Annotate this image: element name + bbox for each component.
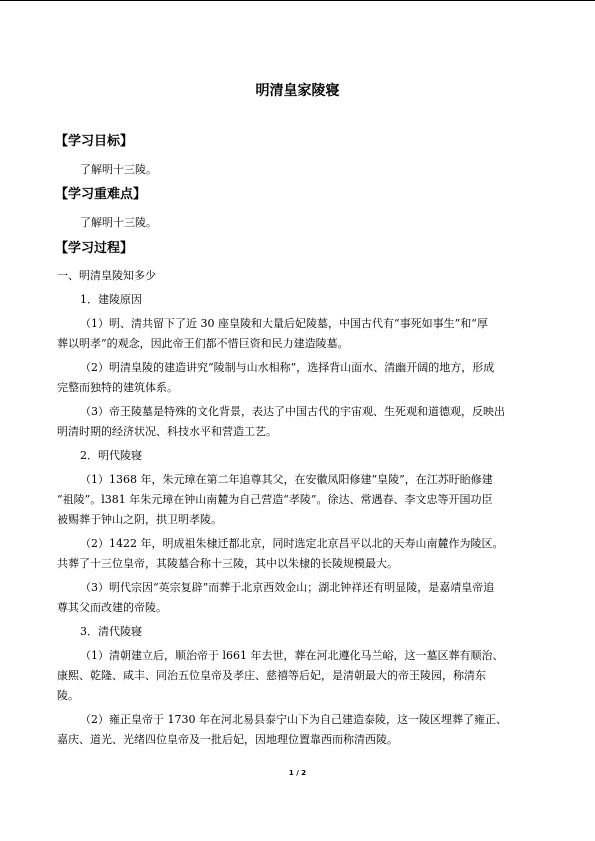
paragraph-line: 明清时期的经济状况、科技水平和营造工艺。 bbox=[57, 425, 277, 438]
paragraph-line: （3）帝王陵墓是特殊的文化背景，表达了中国古代的宇宙观、生死观和道德观，反映出 bbox=[80, 405, 505, 418]
paragraph-line: 康熙、乾隆、咸丰、同治五位皇帝及孝庄、慈禧等后妃，是清朝最大的帝王陵园，称清东 bbox=[57, 669, 486, 682]
subheading-2: 2．明代陵寝 bbox=[80, 449, 142, 462]
paragraph-line: 陵。 bbox=[57, 689, 79, 702]
paragraph-line: 被赐葬于钟山之阴，拱卫明孝陵。 bbox=[57, 513, 222, 526]
paragraph-line: 尊其父而改建的帝陵。 bbox=[57, 601, 167, 614]
section-heading-key: 【学习重难点】 bbox=[55, 187, 147, 202]
paragraph-line: （1）1368 年，朱元璋在第二年追尊其父，在安徽凤阳修建“皇陵”，在江苏盱眙修建 bbox=[80, 473, 493, 486]
paragraph-line: （2）雍正皇帝于 1730 年在河北易县泰宁山下为自己建造泰陵，这一陵区埋葬了雍正、 bbox=[80, 713, 507, 726]
section-heading-process: 【学习过程】 bbox=[55, 241, 134, 256]
paragraph-line: 共葬了十三位皇帝，其陵墓合称十三陵，其中以朱棣的长陵规模最大。 bbox=[57, 557, 398, 570]
paragraph-line: 完整而独特的建筑体系。 bbox=[57, 381, 178, 394]
heading-1: 一、明清皇陵知多少 bbox=[57, 269, 156, 282]
paragraph-line: （1）明、清共留下了近 30 座皇陵和大量后妃陵墓，中国古代有“事死如事生”和“厚 bbox=[80, 317, 488, 330]
goal-text: 了解明十三陵。 bbox=[80, 163, 157, 176]
paragraph-line: 葬以明孝”的观念，因此帝王们都不惜巨资和民力建造陵墓。 bbox=[57, 337, 349, 350]
subheading-1: 1．建陵原因 bbox=[80, 293, 142, 306]
top-border-line bbox=[0, 0, 595, 1]
key-text: 了解明十三陵。 bbox=[80, 216, 157, 229]
page-number: 1 / 2 bbox=[288, 769, 307, 777]
section-heading-goal: 【学习目标】 bbox=[55, 134, 134, 149]
paragraph-line: （2）明清皇陵的建造讲究“陵制与山水相称”，选择背山面水、清幽开阔的地方，形成 bbox=[80, 361, 495, 374]
paragraph-line: （2）1422 年，明成祖朱棣迁都北京，同时选定北京昌平以北的天寿山南麓作为陵区。 bbox=[80, 537, 504, 550]
paragraph-line: （3）明代宗因“英宗复辟”而葬于北京西效金山；湖北钟祥还有明显陵，是嘉靖皇帝追 bbox=[80, 581, 495, 594]
paragraph-line: 嘉庆、道光、光绪四位皇帝及一批后妃，因地理位置靠西而称清西陵。 bbox=[57, 733, 398, 746]
paragraph-line: “祖陵”。l381 年朱元璋在钟山南麓为自己营造“孝陵”。徐达、常遇春、李文忠等开国功臣 bbox=[57, 493, 493, 506]
paragraph-line: （1）清朝建立后，顺治帝于 l661 年去世，葬在河北遵化马兰峪，这一墓区葬有顺治、 bbox=[80, 649, 504, 662]
page-title: 明清皇家陵寝 bbox=[255, 83, 340, 99]
subheading-3: 3．清代陵寝 bbox=[80, 625, 142, 638]
